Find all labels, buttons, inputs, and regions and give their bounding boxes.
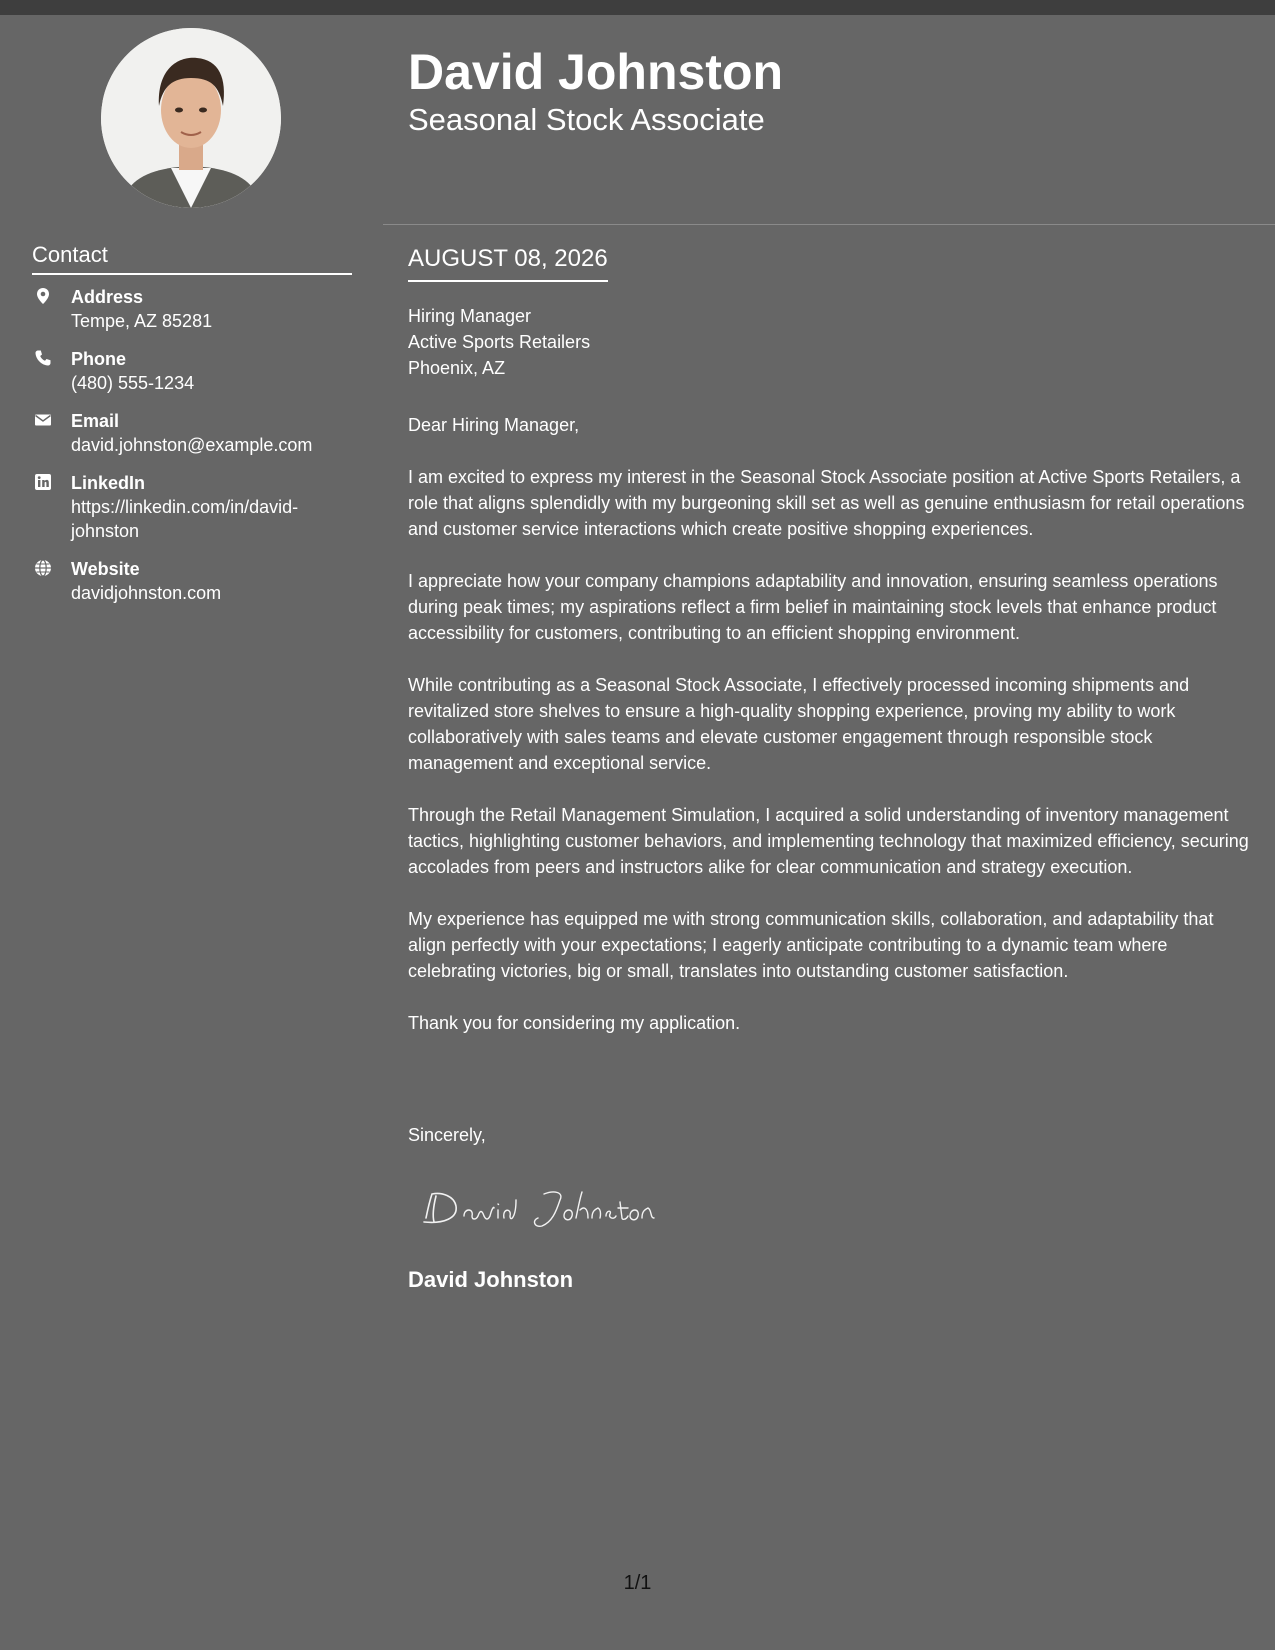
letter-paragraph: My experience has equipped me with strong communication skills, collaboration, and adaptability that align perfectly with your expectations; I eagerly anticipate contributing to a dynamic team where celebrating victories, big or small, translates into outstanding customer satisfaction.: [408, 909, 1214, 981]
page-number: 1/1: [623, 1572, 652, 1594]
envelope-icon: [34, 411, 52, 429]
profile-photo: [101, 28, 281, 208]
salutation: Dear Hiring Manager,: [408, 415, 580, 435]
header-divider: [383, 224, 1275, 225]
contact-label: Website: [71, 559, 140, 579]
recipient-line: Active Sports Retailers: [408, 332, 591, 352]
recipient-block: [408, 303, 590, 381]
letter-paragraph: I am excited to express my interest in the Seasonal Stock Associate position at Active Sports Retailers, a role that aligns splendidly with my burgeoning skill set as well as genuine enthusiasm for retail operations and customer service interactions which create positive shopping experiences.: [408, 467, 1245, 539]
contact-value: david.johnston@example.com: [71, 435, 313, 455]
contact-item-address: [32, 285, 352, 333]
signature-image: [414, 1178, 674, 1238]
contact-item-linkedin: [32, 471, 352, 543]
contact-item-email: [32, 409, 352, 457]
recipient-line: Phoenix, AZ: [408, 358, 506, 378]
letter-paragraph: I appreciate how your company champions adaptability and innovation, ensuring seamless operations during peak times; my aspirations reflect a firm belief in maintaining stock levels that enhance product accessibility for customers, contributing to an efficient shopping environment.: [408, 571, 1218, 643]
sidebar: [0, 15, 383, 1650]
globe-icon: [34, 559, 52, 577]
letter-paragraph: Through the Retail Management Simulation, I acquired a solid understanding of inventory management tactics, highlighting customer behaviors, and implementing technology that maximized efficiency, securing accolades from peers and instructors alike for clear communication and strategy execution.: [408, 805, 1249, 877]
contact-label: Email: [71, 411, 120, 431]
contact-heading: Contact: [32, 241, 352, 275]
contact-label: Address: [71, 287, 144, 307]
closing: Sincerely,: [408, 1125, 486, 1145]
signer-name: David Johnston: [408, 1267, 574, 1292]
recipient-line: Hiring Manager: [408, 306, 532, 326]
contact-label: Phone: [71, 349, 127, 369]
thanks-line: Thank you for considering my application.: [408, 1013, 741, 1033]
phone-icon: [34, 349, 52, 367]
letter-paragraph: While contributing as a Seasonal Stock Associate, I effectively processed incoming shipments and revitalized store shelves to ensure a high-quality shopping experience, proving my ability to work collaboratively with sales teams and elevate customer engagement through responsible stock management and exceptional service.: [408, 675, 1190, 773]
contact-label: LinkedIn: [71, 473, 146, 493]
letter-header: [408, 42, 1248, 138]
contact-value: (480) 555-1234: [71, 373, 195, 393]
website-link[interactable]: davidjohnston.com: [71, 583, 222, 603]
letter-body: [408, 412, 1253, 1062]
contact-value: Tempe, AZ 85281: [71, 311, 213, 331]
top-bar: [0, 0, 1275, 15]
linkedin-icon: [34, 473, 52, 491]
job-title: Seasonal Stock Associate: [408, 102, 765, 137]
contact-list: [32, 285, 352, 619]
letter-date: AUGUST 08, 2026: [408, 244, 608, 282]
linkedin-link[interactable]: https://linkedin.com/in/david-johnston: [71, 497, 299, 541]
location-pin-icon: [34, 287, 52, 305]
contact-item-website: [32, 557, 352, 605]
contact-item-phone: [32, 347, 352, 395]
applicant-name: David Johnston: [408, 44, 784, 100]
